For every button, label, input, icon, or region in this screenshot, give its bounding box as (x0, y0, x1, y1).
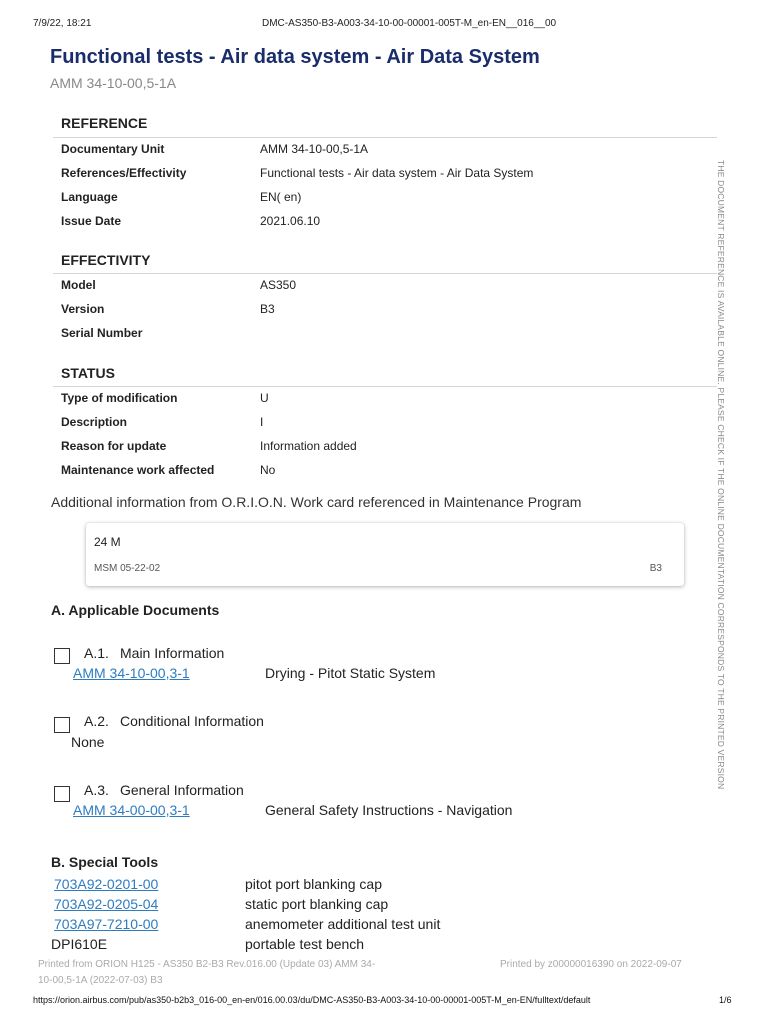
print-datetime: 7/9/22, 18:21 (33, 18, 92, 29)
status-label: Reason for update (61, 439, 167, 453)
side-notice-text: THE DOCUMENT REFERENCE IS AVAILABLE ONLINE. PLEASE CHECK IF THE ONLINE DOCUMENTATION CORRESPONDS TO THE PRINTED VERSION (716, 160, 726, 790)
side-notice (716, 160, 730, 860)
status-value: U (260, 391, 269, 405)
work-card[interactable] (86, 523, 684, 586)
tool-description: anemometer additional test unit (245, 916, 441, 932)
status-heading: STATUS (61, 365, 115, 381)
reference-label: Issue Date (61, 214, 122, 228)
reference-value: Functional tests - Air data system - Air Data System (260, 166, 534, 180)
reference-value: EN( en) (260, 190, 302, 204)
status-value: I (260, 415, 264, 429)
item-number: A.3. (84, 782, 109, 798)
doc-description: Drying - Pitot Static System (265, 665, 436, 681)
checkbox[interactable] (54, 717, 70, 733)
item-name: Conditional Information (120, 713, 264, 729)
checkbox[interactable] (54, 648, 70, 664)
item-name: General Information (120, 782, 244, 798)
tool-description: portable test bench (245, 936, 365, 952)
reference-heading: REFERENCE (61, 115, 148, 131)
page-subtitle: AMM 34-10-00,5-1A (50, 75, 177, 91)
print-url: https://orion.airbus.com/pub/as350-b2b3_016-00_en-en/016.00.03/du/DMC-AS350-B3-A003-34-10-00-00001-005T-M_en-EN/fulltext/default (33, 995, 591, 1005)
card-version: B3 (649, 563, 662, 574)
page-number: 1/6 (719, 995, 732, 1005)
doc-description: General Safety Instructions - Navigation (265, 802, 513, 818)
status-value: Information added (260, 439, 357, 453)
effectivity-label: Model (61, 278, 96, 292)
item-number: A.2. (84, 713, 109, 729)
status-label: Type of modification (61, 391, 178, 405)
effectivity-label: Version (61, 302, 105, 316)
special-tools-heading: B. Special Tools (51, 854, 159, 870)
printed-by: Printed by z00000016390 on 2022-09-07 (500, 959, 682, 970)
page-title: Functional tests - Air data system - Air Data System (50, 46, 540, 68)
printed-from-line1: Printed from ORION H125 - AS350 B2-B3 Rev.016.00 (Update 03) AMM 34- (38, 959, 376, 970)
item-number: A.1. (84, 645, 109, 661)
reference-value: AMM 34-10-00,5-1A (260, 142, 369, 156)
tool-description: pitot port blanking cap (245, 876, 382, 892)
doc-link[interactable]: AMM 34-10-00,3-1 (73, 665, 190, 681)
effectivity-value: B3 (260, 302, 275, 316)
reference-label: Documentary Unit (61, 142, 165, 156)
status-label: Description (61, 415, 128, 429)
tool-description: static port blanking cap (245, 896, 389, 912)
applicable-documents-heading: A. Applicable Documents (51, 602, 220, 618)
divider (53, 386, 717, 387)
checkbox[interactable] (54, 786, 70, 802)
reference-value: 2021.06.10 (260, 214, 321, 228)
doc-note: None (71, 734, 105, 750)
tool-link[interactable]: 703A92-0205-04 (54, 896, 159, 912)
status-value: No (260, 463, 276, 477)
effectivity-heading: EFFECTIVITY (61, 252, 151, 268)
divider (53, 137, 717, 138)
item-name: Main Information (120, 645, 225, 661)
printed-from-line2: 10-00,5-1A (2022-07-03) B3 (38, 975, 163, 986)
effectivity-label: Serial Number (61, 326, 143, 340)
effectivity-value: AS350 (260, 278, 297, 292)
divider (53, 273, 717, 274)
card-interval: 24 M (94, 535, 121, 549)
additional-info-text: Additional information from O.R.I.O.N. Work card referenced in Maintenance Program (51, 494, 582, 510)
print-doc-id: DMC-AS350-B3-A003-34-10-00-00001-005T-M_en-EN__016__00 (262, 18, 557, 29)
tool-reference: DPI610E (51, 936, 108, 952)
tool-link[interactable]: 703A97-7210-00 (54, 916, 159, 932)
reference-label: Language (61, 190, 118, 204)
tool-link[interactable]: 703A92-0201-00 (54, 876, 159, 892)
reference-label: References/Effectivity (61, 166, 187, 180)
doc-link[interactable]: AMM 34-00-00,3-1 (73, 802, 190, 818)
card-msm: MSM 05-22-02 (94, 563, 161, 574)
status-label: Maintenance work affected (61, 463, 215, 477)
